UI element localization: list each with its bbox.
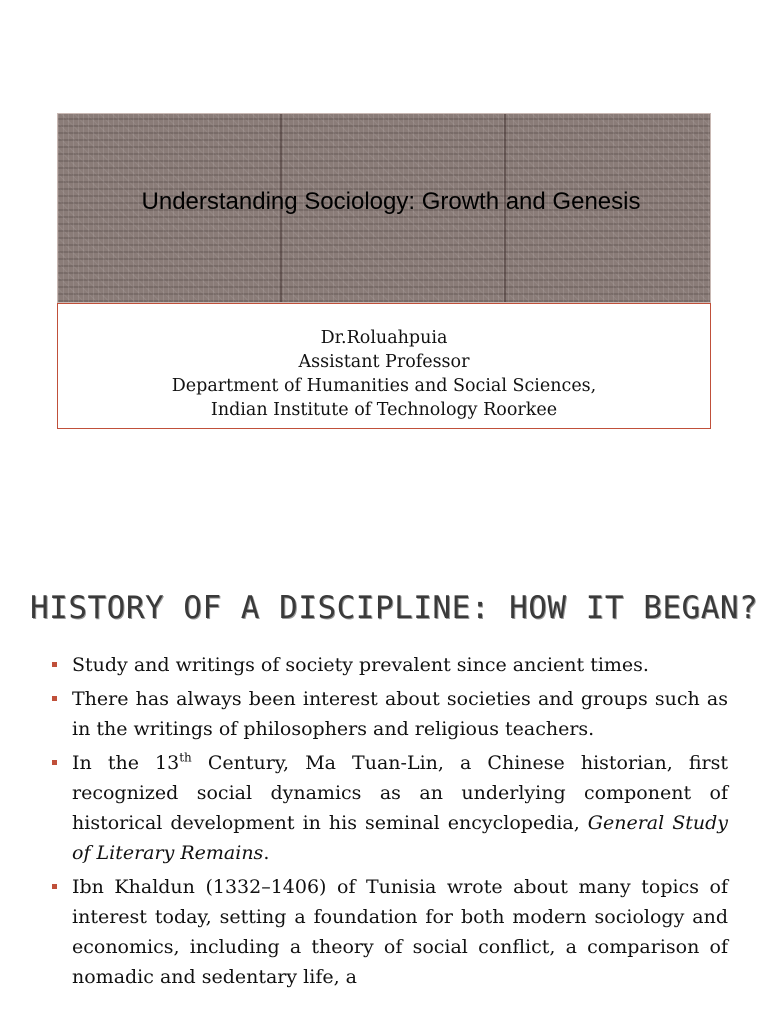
bullet-text: Ibn Khaldun (1332–1406) of Tunisia wrote about many topics of interest today, setting a foundation for both modern sociology and economics, including a theory of social conflict, a comparison of nomadic and sedentary life, a [72,876,728,988]
author-position: Assistant Professor [298,352,470,372]
bullet-list [52,650,728,996]
bullet-marker-icon [52,760,57,765]
list-item [52,684,728,744]
list-item [52,872,728,992]
bullet-text: Study and writings of society prevalent since ancient times. [72,654,649,676]
author-department: Department of Humanities and Social Sciences, [171,376,597,396]
bullet-marker-icon [52,662,57,667]
ordinal-suffix: th [179,750,192,765]
book-title: General Study of Literary Remains [72,812,728,864]
bullet-text-end: . [263,842,270,864]
bullet-marker-icon [52,696,57,701]
section-heading: HISTORY OF A DISCIPLINE: HOW IT BEGAN? [30,590,759,626]
author-institute: Indian Institute of Technology Roorkee [210,400,558,420]
author-name: Dr.Roluahpuia [320,328,448,348]
bullet-marker-icon [52,884,57,889]
list-item [52,748,728,868]
slide-title: Understanding Sociology: Growth and Genesis [141,188,641,215]
title-banner [57,113,711,303]
bullet-text-middle: Century, Ma Tuan-Lin, a Chinese historian, first recognized social dynamics as an underlying component of historical development in his seminal encyclopedia, [72,752,728,834]
bullet-text-start: In the 13 [72,752,180,774]
bullet-text: There has always been interest about societies and groups such as in the writings of philosophers and religious teachers. [72,688,728,740]
list-item [52,650,728,680]
author-info-box [57,303,711,429]
